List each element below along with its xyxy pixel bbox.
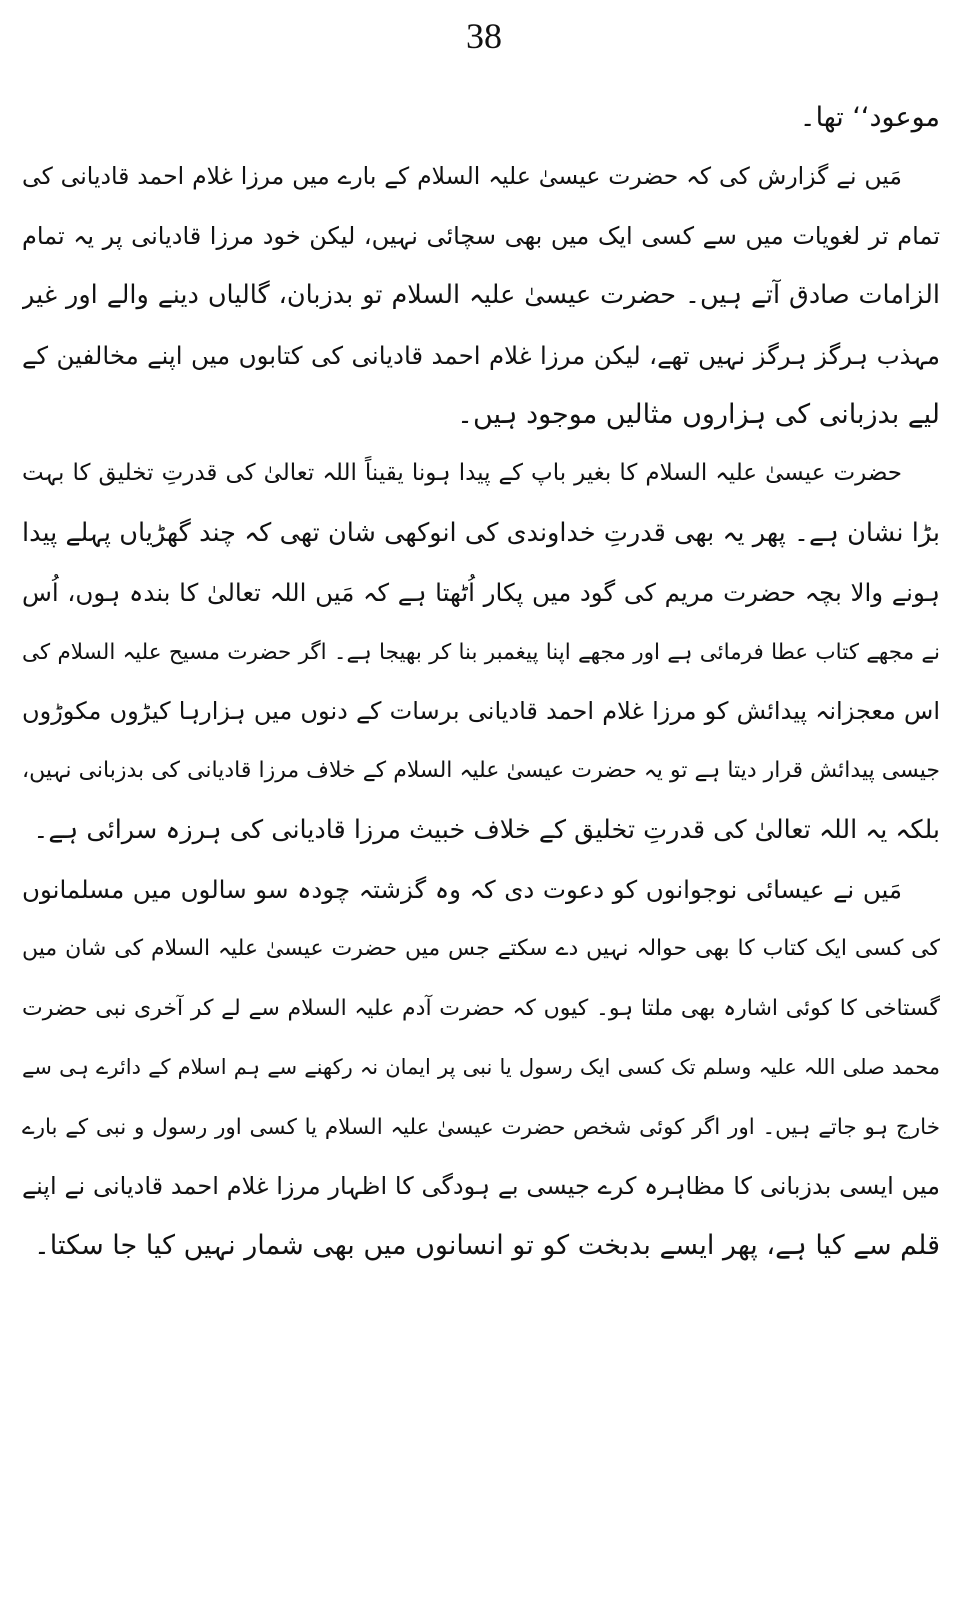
text-line: قلم سے کیا ہے، پھر ایسے بدبخت کو تو انسانوں میں بھی شمار نہیں کیا جا سکتا۔ bbox=[33, 1230, 940, 1262]
text-line: لیے بدزبانی کی ہزاروں مثالیں موجود ہیں۔ bbox=[457, 398, 940, 430]
text-line: ہونے والا بچہ حضرت مریم کی گود میں پکار اُٹھتا ہے کہ مَیں اللہ تعالیٰ کا بندہ ہوں، اُس bbox=[22, 578, 940, 608]
text-line: بلکہ یہ اللہ تعالیٰ کی قدرتِ تخلیق کے خلاف خبیث مرزا قادیانی کی ہرزہ سرائی ہے۔ bbox=[33, 814, 940, 845]
text-line: تمام تر لغویات میں سے کسی ایک میں بھی سچائی نہیں، لیکن خود مرزا قادیانی پر یہ تمام bbox=[22, 221, 940, 250]
text-line: محمد صلی اللہ علیہ وسلم تک کسی ایک رسول یا نبی پر ایمان نہ رکھنے سے ہم اسلام کے دائرے ہی سے bbox=[22, 1055, 940, 1080]
text-line: گستاخی کا کوئی اشارہ بھی ملتا ہو۔ کیوں کہ حضرت آدم علیہ السلام سے لے کر آخری نبی حضرت bbox=[22, 995, 940, 1021]
text-line: میں ایسی بدزبانی کا مظاہرہ کرے جیسی بے ہودگی کا اظہار مرزا غلام احمد قادیانی نے اپنے bbox=[22, 1172, 940, 1201]
text-line: موعود‘‘ تھا۔ bbox=[799, 102, 940, 133]
text-line: اس معجزانہ پیدائش کو مرزا غلام احمد قادیانی برسات کے دنوں میں ہزارہا کیڑوں مکوڑوں bbox=[22, 696, 940, 725]
page-body-text bbox=[22, 88, 940, 1276]
text-line: نے مجھے کتاب عطا فرمائی ہے اور مجھے اپنا پیغمبر بنا کر بھیجا ہے۔ اگر حضرت مسیح علیہ السلام کی bbox=[22, 639, 940, 665]
text-line: مہذب ہرگز ہرگز نہیں تھے، لیکن مرزا غلام احمد قادیانی کی کتابوں میں اپنے مخالفین کے bbox=[22, 340, 940, 370]
text-line: جیسی پیدائش قرار دیتا ہے تو یہ حضرت عیسیٰ علیہ السلام کے خلاف مرزا قادیانی کی بدزبانی نہیں، bbox=[22, 758, 940, 784]
text-line: حضرت عیسیٰ علیہ السلام کا بغیر باپ کے پیدا ہونا یقیناً اللہ تعالیٰ کی قدرتِ تخلیق کا بہت bbox=[22, 460, 902, 487]
text-line: خارج ہو جاتے ہیں۔ اور اگر کوئی شخص حضرت عیسیٰ علیہ السلام یا کسی اور رسول و نبی کے بارے bbox=[22, 1114, 940, 1140]
text-line: کی کسی ایک کتاب کا بھی حوالہ نہیں دے سکتے جس میں حضرت عیسیٰ علیہ السلام کی شان میں bbox=[22, 936, 940, 962]
text-line: الزامات صادق آتے ہیں۔ حضرت عیسیٰ علیہ السلام تو بدزبان، گالیاں دینے والے اور غیر bbox=[22, 280, 940, 311]
text-line: مَیں نے گزارش کی کہ حضرت عیسیٰ علیہ السلام کے بارے میں مرزا غلام احمد قادیانی کی bbox=[22, 162, 902, 191]
text-line: مَیں نے عیسائی نوجوانوں کو دعوت دی کہ وہ گزشتہ چودہ سو سالوں میں مسلمانوں bbox=[22, 875, 902, 905]
page-number: 38 bbox=[466, 16, 502, 56]
text-line: بڑا نشان ہے۔ پھر یہ بھی قدرتِ خداوندی کی انوکھی شان تھی کہ چند گھڑیاں پہلے پیدا bbox=[22, 517, 940, 548]
